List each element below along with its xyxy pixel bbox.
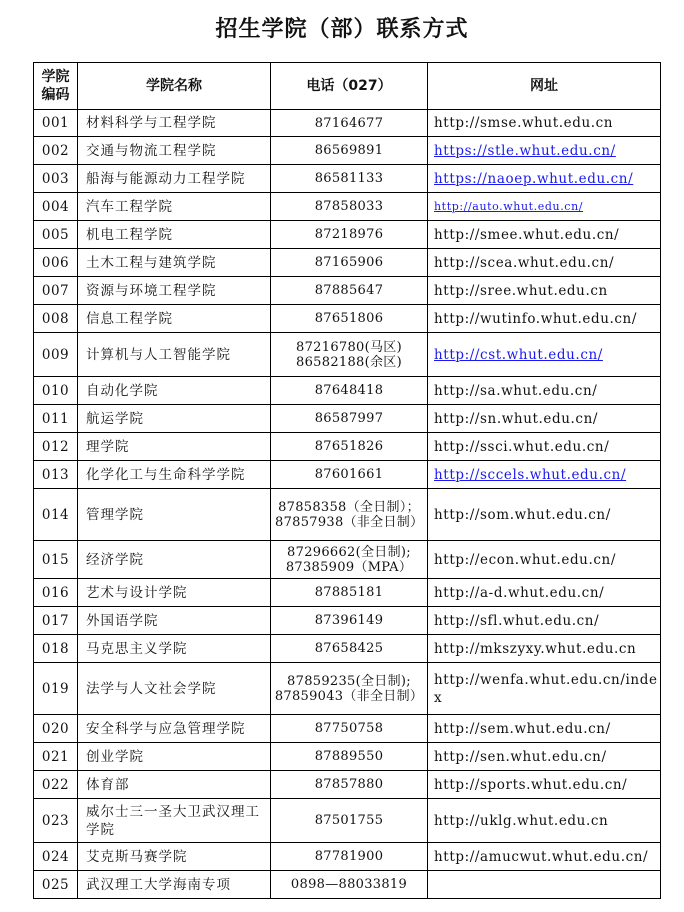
college-code: 025 <box>34 871 78 899</box>
college-url: http://uklg.whut.edu.cn <box>428 799 661 843</box>
college-code: 009 <box>34 333 78 377</box>
college-code: 020 <box>34 715 78 743</box>
college-code: 014 <box>34 489 78 541</box>
college-name: 安全科学与应急管理学院 <box>78 715 271 743</box>
college-phone: 87296662(全日制); 87385909（MPA） <box>271 541 428 579</box>
college-code: 010 <box>34 377 78 405</box>
table-row <box>34 193 661 221</box>
header-url: 网址 <box>428 63 661 110</box>
college-url: http://wutinfo.whut.edu.cn/ <box>428 305 661 333</box>
college-phone: 87781900 <box>271 843 428 871</box>
college-phone: 86581133 <box>271 165 428 193</box>
table-row <box>34 579 661 607</box>
college-code: 017 <box>34 607 78 635</box>
college-code: 023 <box>34 799 78 843</box>
college-url: http://ssci.whut.edu.cn/ <box>428 433 661 461</box>
college-phone: 87651826 <box>271 433 428 461</box>
college-url: http://sen.whut.edu.cn/ <box>428 743 661 771</box>
college-url: http://smee.whut.edu.cn/ <box>428 221 661 249</box>
college-url-link[interactable]: http://auto.whut.edu.cn/ <box>434 200 584 213</box>
college-phone: 87858358（全日制）；87857938（非全日制） <box>271 489 428 541</box>
college-url-cell <box>428 461 661 489</box>
college-phone: 0898—88033819 <box>271 871 428 899</box>
college-phone: 87601661 <box>271 461 428 489</box>
table-row <box>34 277 661 305</box>
college-code: 024 <box>34 843 78 871</box>
college-phone: 87750758 <box>271 715 428 743</box>
college-name: 土木工程与建筑学院 <box>78 249 271 277</box>
college-url-cell <box>428 165 661 193</box>
college-phone: 87501755 <box>271 799 428 843</box>
college-name: 管理学院 <box>78 489 271 541</box>
table-row <box>34 249 661 277</box>
college-code: 005 <box>34 221 78 249</box>
college-name: 马克思主义学院 <box>78 635 271 663</box>
table-row <box>34 405 661 433</box>
college-code: 011 <box>34 405 78 433</box>
college-url-link[interactable]: http://sccels.whut.edu.cn/ <box>434 466 627 483</box>
table-header-row <box>34 63 661 110</box>
college-code: 018 <box>34 635 78 663</box>
college-name: 创业学院 <box>78 743 271 771</box>
college-name: 自动化学院 <box>78 377 271 405</box>
college-code: 019 <box>34 663 78 715</box>
college-name: 艾克斯马赛学院 <box>78 843 271 871</box>
college-name: 化学化工与生命科学学院 <box>78 461 271 489</box>
college-name: 武汉理工大学海南专项 <box>78 871 271 899</box>
college-phone: 87164677 <box>271 110 428 137</box>
header-phone: 电话（027） <box>271 63 428 110</box>
college-name: 信息工程学院 <box>78 305 271 333</box>
table-row <box>34 433 661 461</box>
table-row <box>34 489 661 541</box>
college-phone: 87651806 <box>271 305 428 333</box>
college-url-cell <box>428 193 661 221</box>
header-name: 学院名称 <box>78 63 271 110</box>
college-url: http://amucwut.whut.edu.cn/ <box>428 843 661 871</box>
college-url: http://sports.whut.edu.cn/ <box>428 771 661 799</box>
table-row <box>34 461 661 489</box>
college-phone: 87658425 <box>271 635 428 663</box>
table-row <box>34 843 661 871</box>
college-name: 理学院 <box>78 433 271 461</box>
college-url: http://sa.whut.edu.cn/ <box>428 377 661 405</box>
college-phone: 87396149 <box>271 607 428 635</box>
college-name: 材料科学与工程学院 <box>78 110 271 137</box>
contact-table <box>33 62 661 899</box>
college-name: 威尔士三一圣大卫武汉理工学院 <box>78 799 271 843</box>
table-row <box>34 137 661 165</box>
college-url: http://sem.whut.edu.cn/ <box>428 715 661 743</box>
table-row <box>34 541 661 579</box>
college-url: http://wenfa.whut.edu.cn/index <box>428 663 661 715</box>
college-phone: 87885181 <box>271 579 428 607</box>
college-url: http://sn.whut.edu.cn/ <box>428 405 661 433</box>
table-row <box>34 377 661 405</box>
college-url: http://sree.whut.edu.cn <box>428 277 661 305</box>
college-name: 法学与人文社会学院 <box>78 663 271 715</box>
table-row <box>34 305 661 333</box>
college-code: 013 <box>34 461 78 489</box>
college-code: 012 <box>34 433 78 461</box>
table-row <box>34 663 661 715</box>
college-code: 006 <box>34 249 78 277</box>
college-name: 经济学院 <box>78 541 271 579</box>
college-name: 汽车工程学院 <box>78 193 271 221</box>
college-phone: 87165906 <box>271 249 428 277</box>
page-title: 招生学院（部）联系方式 <box>215 17 469 42</box>
college-phone: 87889550 <box>271 743 428 771</box>
college-name: 计算机与人工智能学院 <box>78 333 271 377</box>
college-name: 航运学院 <box>78 405 271 433</box>
college-url-cell <box>428 333 661 377</box>
table-row <box>34 607 661 635</box>
college-code: 015 <box>34 541 78 579</box>
college-phone: 86569891 <box>271 137 428 165</box>
college-name: 船海与能源动力工程学院 <box>78 165 271 193</box>
college-url-cell <box>428 137 661 165</box>
table-row <box>34 871 661 899</box>
table-row <box>34 333 661 377</box>
college-url: http://mkszyxy.whut.edu.cn <box>428 635 661 663</box>
college-url <box>428 871 661 899</box>
college-url-link[interactable]: http://cst.whut.edu.cn/ <box>434 346 603 363</box>
college-phone: 87885647 <box>271 277 428 305</box>
college-code: 001 <box>34 110 78 137</box>
table-row <box>34 715 661 743</box>
college-code: 022 <box>34 771 78 799</box>
table-row <box>34 221 661 249</box>
header-code: 学院编码 <box>34 63 78 110</box>
college-name: 机电工程学院 <box>78 221 271 249</box>
college-code: 016 <box>34 579 78 607</box>
college-url: http://econ.whut.edu.cn/ <box>428 541 661 579</box>
college-code: 002 <box>34 137 78 165</box>
college-url-link[interactable]: https://stle.whut.edu.cn/ <box>434 142 616 159</box>
table-row <box>34 799 661 843</box>
college-name: 交通与物流工程学院 <box>78 137 271 165</box>
table-row <box>34 771 661 799</box>
table-row <box>34 110 661 137</box>
college-phone: 87857880 <box>271 771 428 799</box>
college-url: http://a-d.whut.edu.cn/ <box>428 579 661 607</box>
table-row <box>34 743 661 771</box>
college-url: http://smse.whut.edu.cn <box>428 110 661 137</box>
college-name: 外国语学院 <box>78 607 271 635</box>
college-code: 007 <box>34 277 78 305</box>
table-row <box>34 635 661 663</box>
college-name: 体育部 <box>78 771 271 799</box>
college-url-link[interactable]: https://naoep.whut.edu.cn/ <box>434 170 634 187</box>
college-url: http://som.whut.edu.cn/ <box>428 489 661 541</box>
college-phone: 87218976 <box>271 221 428 249</box>
college-code: 021 <box>34 743 78 771</box>
college-name: 艺术与设计学院 <box>78 579 271 607</box>
college-code: 008 <box>34 305 78 333</box>
college-name: 资源与环境工程学院 <box>78 277 271 305</box>
college-phone: 87858033 <box>271 193 428 221</box>
college-phone: 87216780(马区) 86582188(余区) <box>271 333 428 377</box>
college-code: 003 <box>34 165 78 193</box>
college-url: http://scea.whut.edu.cn/ <box>428 249 661 277</box>
college-phone: 87648418 <box>271 377 428 405</box>
college-phone: 86587997 <box>271 405 428 433</box>
college-code: 004 <box>34 193 78 221</box>
college-url: http://sfl.whut.edu.cn/ <box>428 607 661 635</box>
table-row <box>34 165 661 193</box>
college-phone: 87859235(全日制); 87859043（非全日制） <box>271 663 428 715</box>
